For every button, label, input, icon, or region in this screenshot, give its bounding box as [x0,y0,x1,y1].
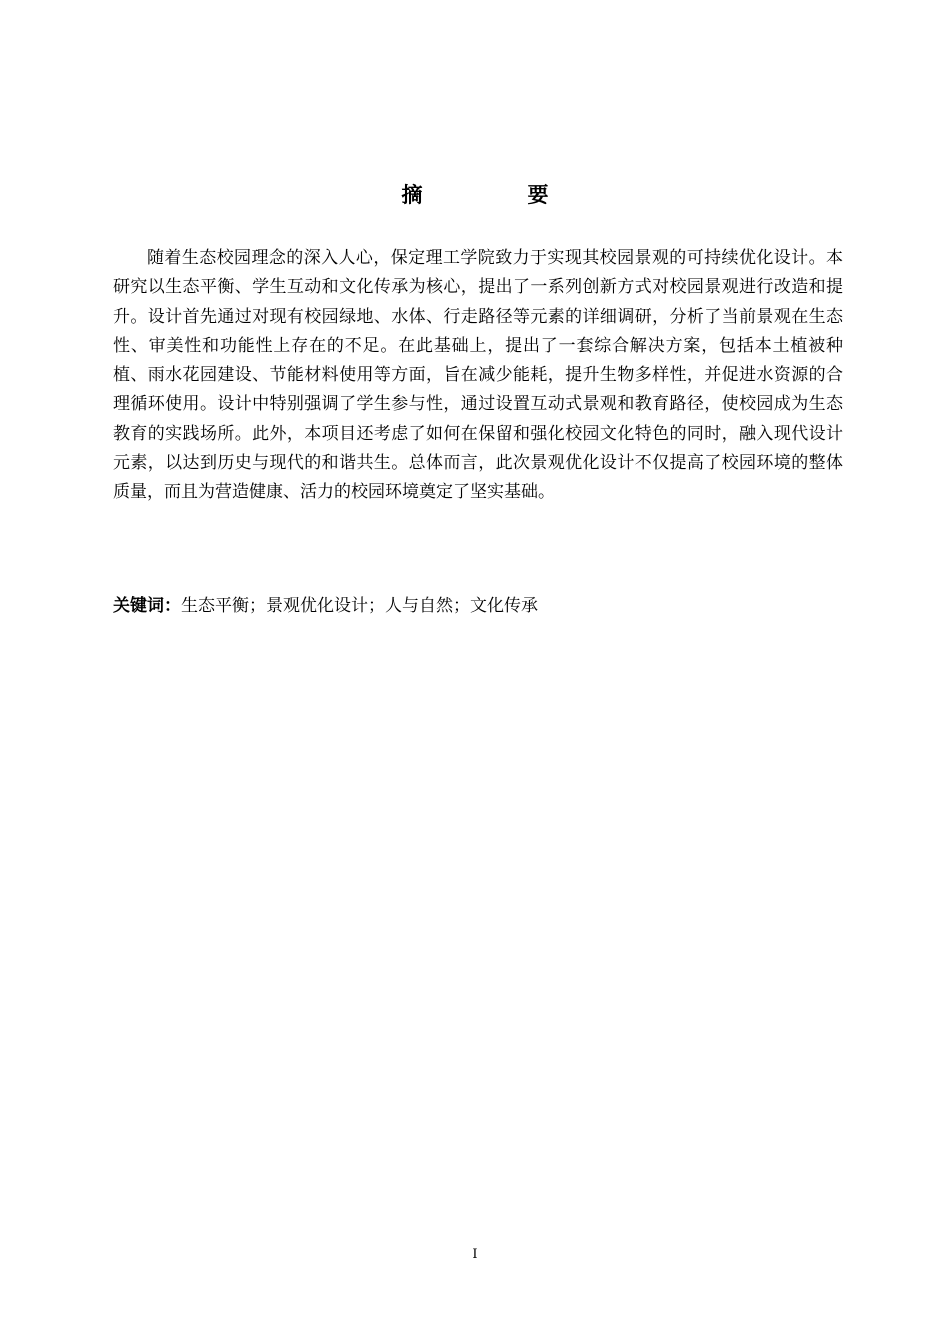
keywords-list: 生态平衡；景观优化设计；人与自然；文化传承 [181,596,538,616]
keywords-label: 关键词： [113,596,181,616]
abstract-paragraph: 随着生态校园理念的深入人心，保定理工学院致力于实现其校园景观的可持续优化设计。本研究以生态平衡、学生互动和文化传承为核心，提出了一系列创新方式对校园景观进行改造和提升。设计首先通过对现有校园绿地、水体、行走路径等元素的详细调研，分析了当前景观在生态性、审美性和功能性上存在的不足。在此基础上，提出了一套综合解决方案，包括本土植被种植、雨水花园建设、节能材料使用等方面，旨在减少能耗，提升生物多样性，并促进水资源的合理循环使用。设计中特别强调了学生参与性，通过设置互动式景观和教育路径，使校园成为生态教育的实践场所。此外，本项目还考虑了如何在保留和强化校园文化特色的同时，融入现代设计元素，以达到历史与现代的和谐共生。总体而言，此次景观优化设计不仅提高了校园环境的整体质量，而且为营造健康、活力的校园环境奠定了坚实基础。 [113,248,843,503]
page-number: I [472,1247,478,1262]
keywords-line [113,592,843,620]
abstract-title: 摘 要 [401,183,591,207]
